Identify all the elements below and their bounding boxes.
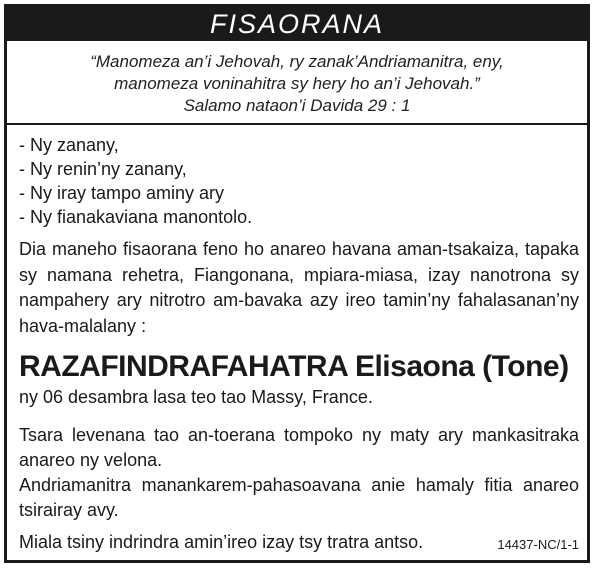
- family-item: - Ny zanany,: [19, 135, 119, 155]
- bible-quote: [7, 51, 587, 117]
- death-date-line: ny 06 desambra lasa teo tao Massy, France.: [19, 387, 373, 407]
- intro-paragraph: Dia maneho fisaorana feno ho anareo havana aman-tsakaiza, tapaka sy namana rehetra, Fiangonana, mpiara-miasa, izay nanotrona sy nampahery ary nitrotro am-bavaka azy ireo tamin’ny fahalasanan’ny hava-malalany :: [19, 239, 579, 336]
- quote-reference: Salamo nataon’i Davida 29 : 1: [183, 96, 411, 115]
- notice-body: [7, 125, 587, 523]
- quote-line: manomeza voninahitra sy hery ho an’i Jehovah.”: [114, 74, 480, 93]
- family-item: - Ny iray tampo aminy ary: [19, 183, 225, 203]
- notice-footer: [19, 530, 579, 554]
- quote-line: “Manomeza an’i Jehovah, ry zanak’Andriamanitra, eny,: [90, 52, 504, 71]
- family-item: - Ny fianakaviana manontolo.: [19, 207, 253, 227]
- reference-code: 14437-NC/1-1: [497, 537, 579, 552]
- closing-line: Miala tsiny indrindra amin’ireo izay tsy tratra antso.: [19, 532, 424, 552]
- thanks-line: Tsara levenana tao an-toerana tompoko ny maty ary mankasitraka anareo ny velona.: [19, 425, 579, 470]
- deceased-name: RAZAFINDRAFAHATRA Elisaona (Tone): [19, 350, 569, 383]
- thanks-line: Andriamanitra manankarem-pahasoavana anie hamaly fitia anareo tsirairay avy.: [19, 475, 579, 520]
- notice-frame: [4, 4, 590, 563]
- notice-title: FISAORANA: [7, 7, 587, 41]
- thanks-paragraph: [19, 423, 579, 523]
- family-item: - Ny renin’ny zanany,: [19, 159, 187, 179]
- family-list: [19, 133, 579, 229]
